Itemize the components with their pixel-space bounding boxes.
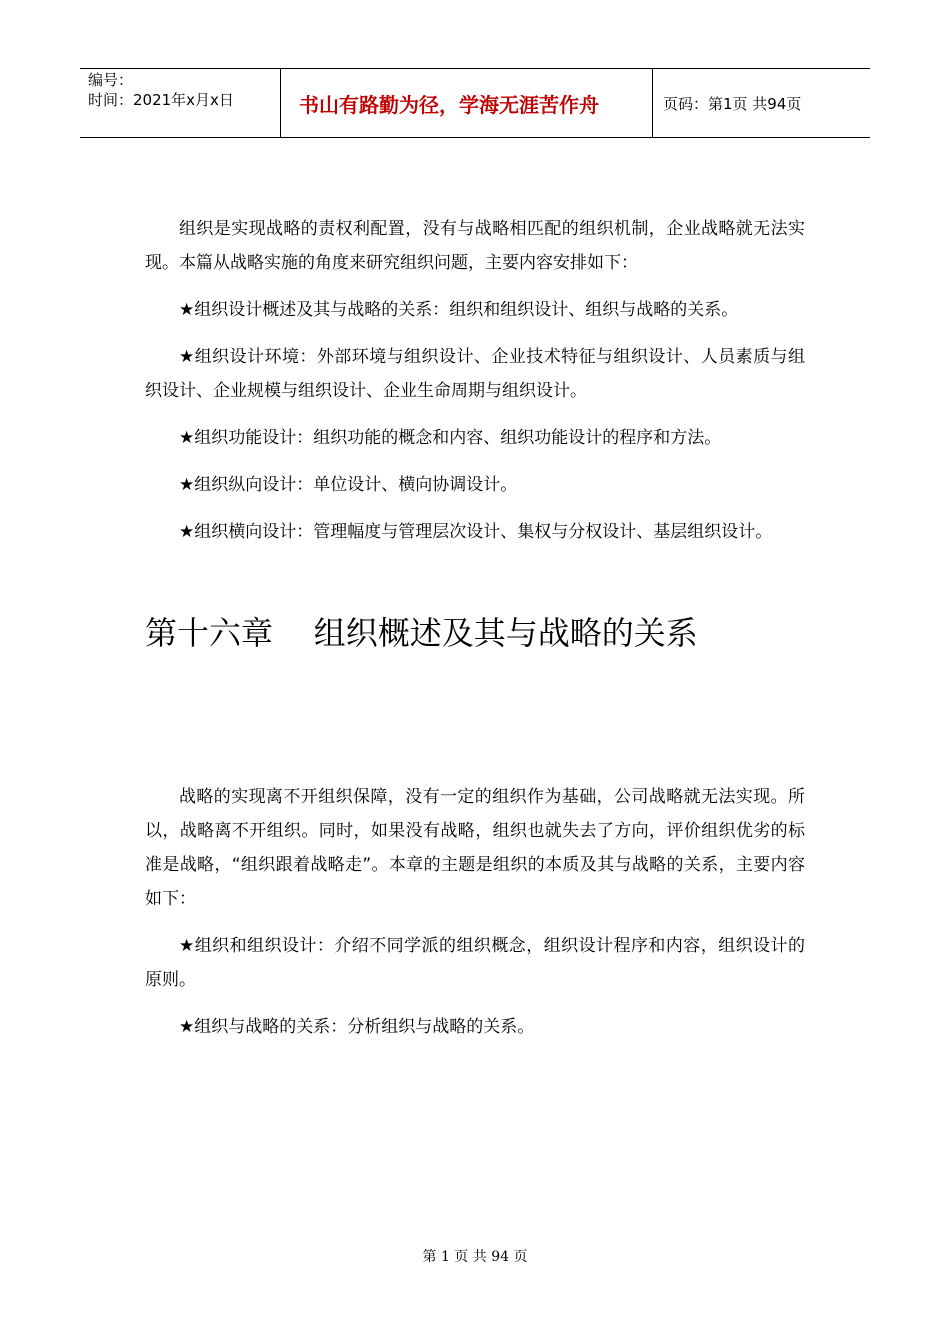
header-motto: 书山有路勤为径，学海无涯苦作舟 (281, 69, 653, 137)
chapter-title: 第十六章 组织概述及其与战略的关系 (145, 614, 698, 652)
chapter-paragraph-1: 战略的实现离不开组织保障，没有一定的组织作为基础，公司战略就无法实现。所以，战略离不开组织。同时，如果没有战略，组织也就失去了方向，评价组织优劣的标准是战略，“组织跟着战略走”。本章的主题是组织的本质及其与战略的关系，主要内容如下： (145, 787, 805, 909)
intro-paragraph-5: ★组织纵向设计：单位设计、横向协调设计。 (179, 475, 518, 495)
header-meta-cell (80, 69, 281, 137)
document-time-label: 时间：2021年x月x日 (88, 91, 234, 109)
header-page-info: 页码：第1页 共94页 (663, 94, 802, 113)
intro-paragraph-4: ★组织功能设计：组织功能的概念和内容、组织功能设计的程序和方法。 (179, 428, 722, 448)
document-number-label: 编号： (88, 71, 134, 89)
intro-paragraph-3: ★组织设计环境：外部环境与组织设计、企业技术特征与组织设计、人员素质与组织设计、企业规模与组织设计、企业生命周期与组织设计。 (145, 347, 805, 401)
chapter-paragraph-3: ★组织与战略的关系：分析组织与战略的关系。 (179, 1017, 535, 1037)
intro-paragraph-6: ★组织横向设计：管理幅度与管理层次设计、集权与分权设计、基层组织设计。 (179, 522, 773, 542)
chapter-paragraph-2: ★组织和组织设计：介绍不同学派的组织概念，组织设计程序和内容，组织设计的原则。 (145, 936, 805, 990)
page-footer: 第 1 页 共 94 页 (422, 1249, 528, 1265)
intro-paragraph-1: 组织是实现战略的责权利配置，没有与战略相匹配的组织机制，企业战略就无法实现。本篇从战略实施的角度来研究组织问题，主要内容安排如下： (145, 219, 805, 273)
intro-paragraph-2: ★组织设计概述及其与战略的关系：组织和组织设计、组织与战略的关系。 (179, 300, 739, 320)
page-header (80, 68, 870, 138)
document-body (145, 212, 805, 1057)
